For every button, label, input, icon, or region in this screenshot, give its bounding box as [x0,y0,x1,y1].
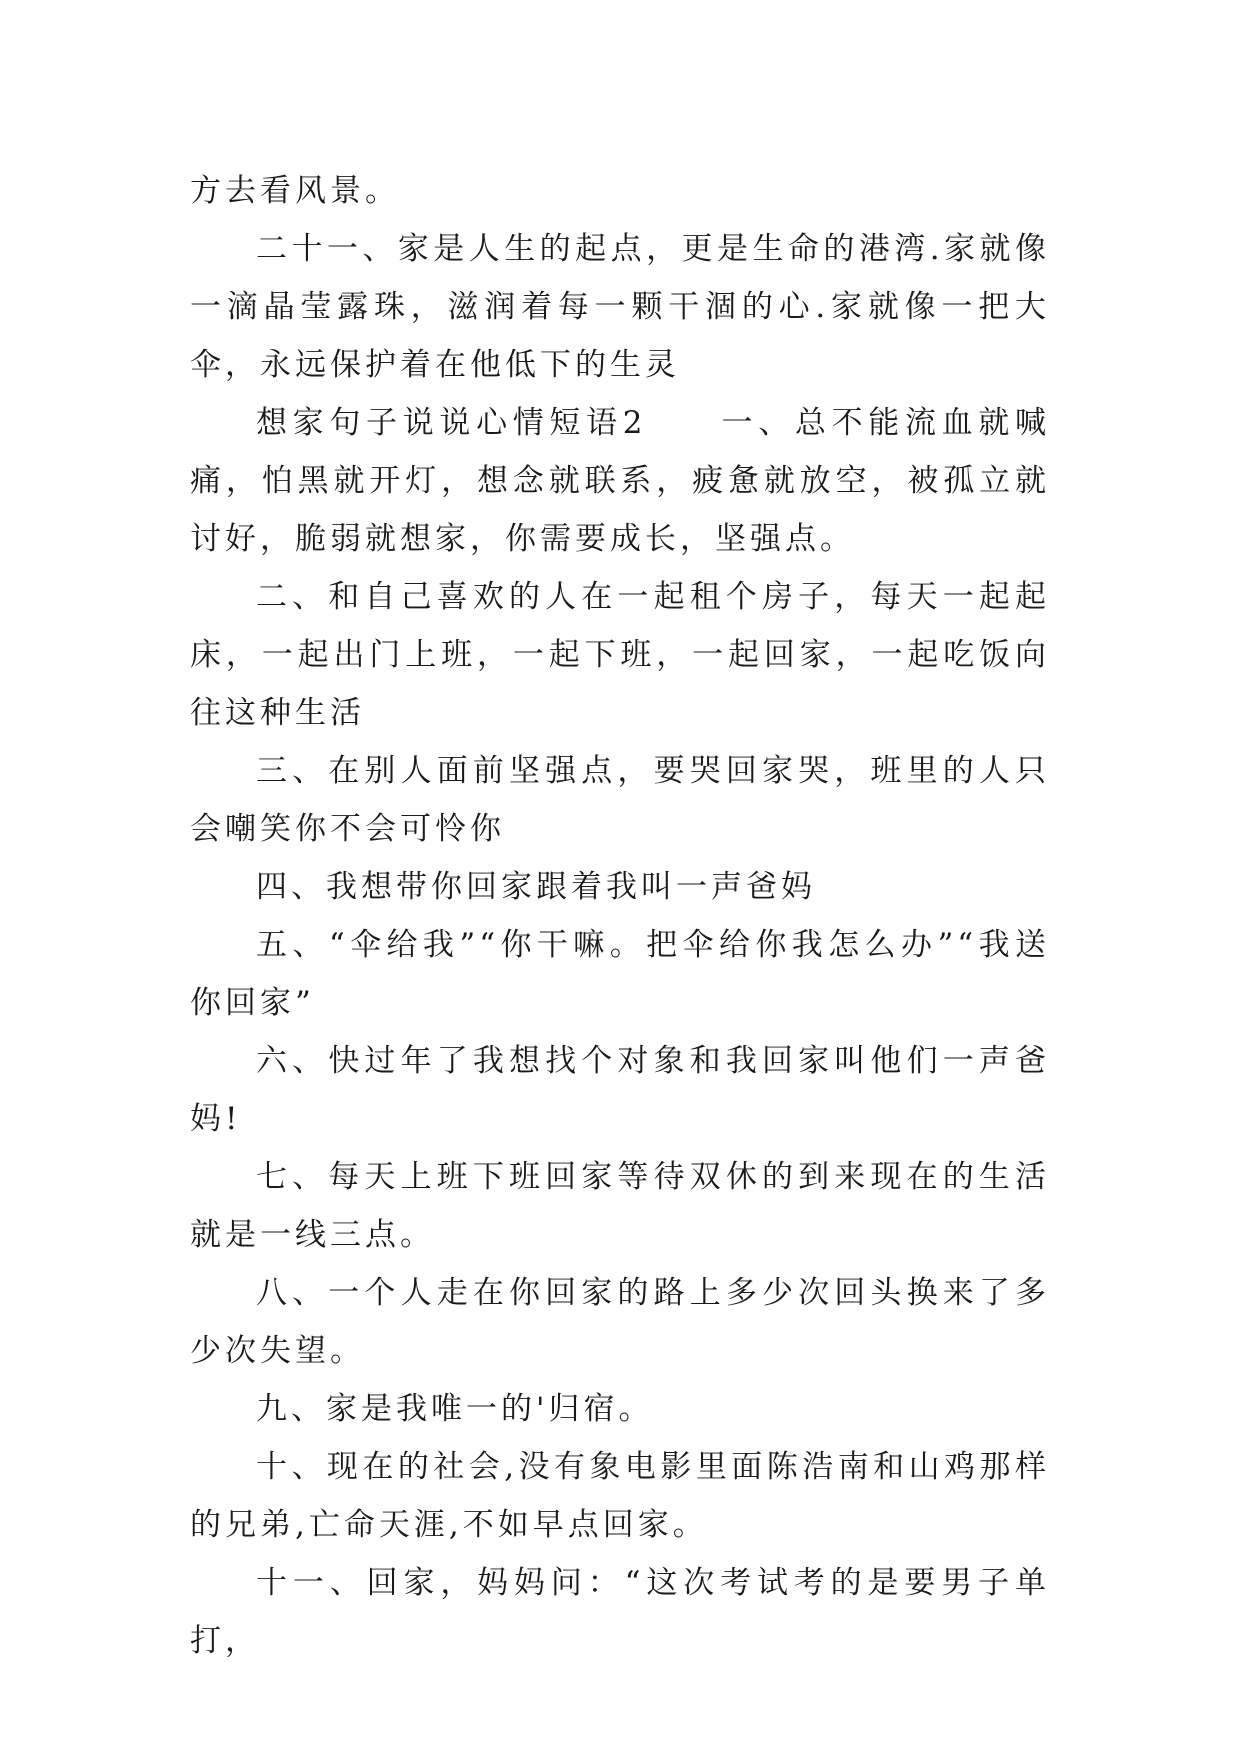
paragraph-3: 二、和自己喜欢的人在一起租个房子，每天一起起床，一起出门上班，一起下班，一起回家，一起吃饭向往这种生活 [190,579,1050,731]
paragraph-9: 八、一个人走在你回家的路上多少次回头换来了多少次失望。 [190,1275,1050,1369]
paragraph-6: 五、“伞给我”“你干嘛。把伞给你我怎么办”“我送你回家” [190,927,1050,1021]
paragraph-11: 十、现在的社会,没有象电影里面陈浩南和山鸡那样的兄弟,亡命天涯,不如早点回家。 [190,1449,1050,1543]
document-body [190,162,1050,1670]
paragraph-5: 四、我想带你回家跟着我叫一声爸妈 [256,869,816,905]
paragraph-0: 方去看风景。 [190,173,400,209]
paragraph-4: 三、在别人面前坚强点，要哭回家哭，班里的人只会嘲笑你不会可怜你 [190,753,1050,847]
paragraph-10: 九、家是我唯一的'归宿。 [256,1391,654,1427]
paragraph-8: 七、每天上班下班回家等待双休的到来现在的生活就是一线三点。 [190,1159,1050,1253]
paragraph-1: 二十一、家是人生的起点，更是生命的港湾.家就像一滴晶莹露珠，滋润着每一颗干涸的心.家就像一把大伞，永远保护着在他低下的生灵 [190,231,1050,383]
paragraph-7: 六、快过年了我想找个对象和我回家叫他们一声爸妈! [190,1043,1050,1137]
paragraph-2: 想家句子说说心情短语2 一、总不能流血就喊痛，怕黑就开灯，想念就联系，疲惫就放空，被孤立就讨好，脆弱就想家，你需要成长，坚强点。 [190,405,1050,557]
paragraph-12: 十一、回家，妈妈问：“这次考试考的是要男子单打， [190,1565,1050,1659]
